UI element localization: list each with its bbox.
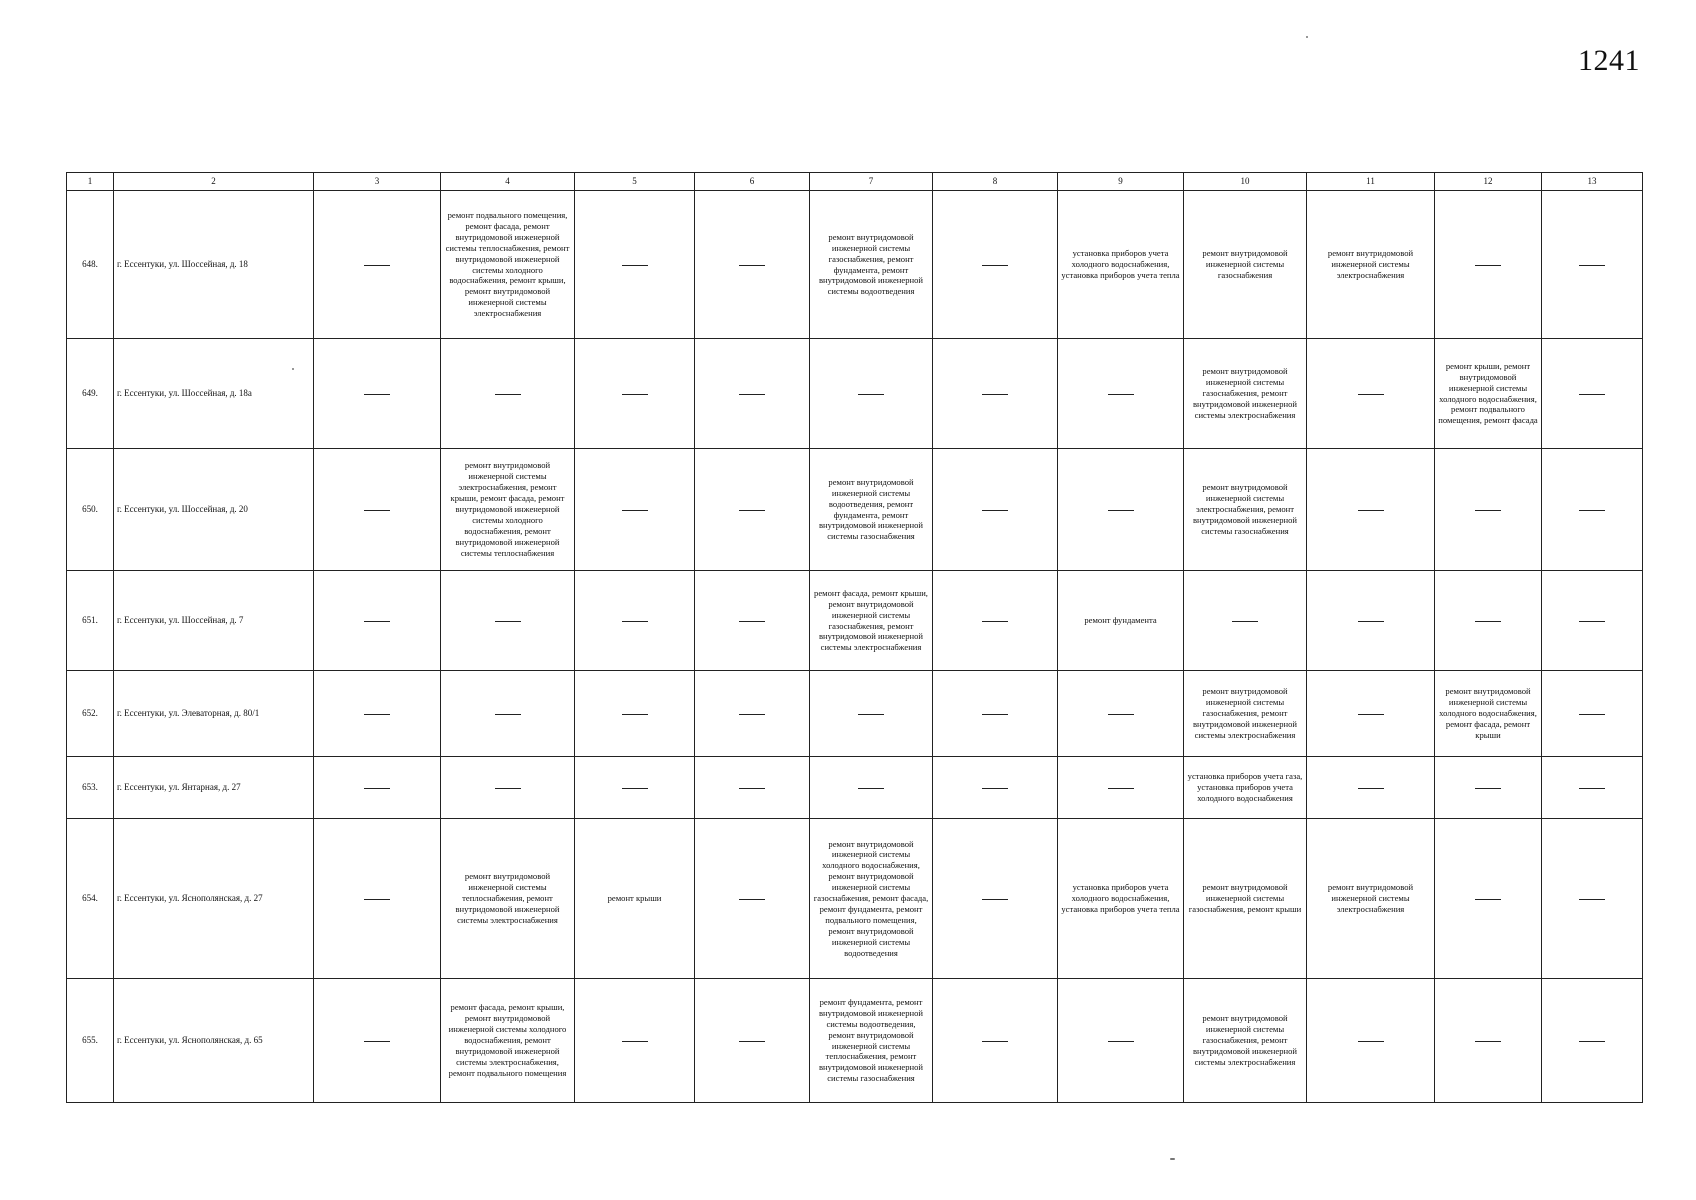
dash-mark xyxy=(1358,788,1384,789)
dash-mark xyxy=(982,714,1008,715)
empty-cell xyxy=(1435,191,1542,339)
work-cell: ремонт внутридомовой инженерной системы газоснабжения, ремонт фундамента, ремонт внутридомовой инженерной системы водоотведения xyxy=(810,191,933,339)
empty-cell xyxy=(933,339,1058,449)
dash-mark xyxy=(1579,788,1605,789)
work-cell: ремонт крыши, ремонт внутридомовой инженерной системы холодного водоснабжения, ремонт подвального помещения, ремонт фасада xyxy=(1435,339,1542,449)
dash-mark xyxy=(622,621,648,622)
address-cell: г. Ессентуки, ул. Шоссейная, д. 7 xyxy=(114,571,314,671)
address-cell: г. Ессентуки, ул. Шоссейная, д. 20 xyxy=(114,449,314,571)
dash-mark xyxy=(1475,510,1501,511)
address-cell: г. Ессентуки, ул. Шоссейная, д. 18 xyxy=(114,191,314,339)
address-cell: г. Ессентуки, ул. Яснополянская, д. 65 xyxy=(114,979,314,1103)
work-cell: ремонт внутридомовой инженерной системы холодного водоснабжения, ремонт фасада, ремонт крыши xyxy=(1435,671,1542,757)
column-header: 7 xyxy=(810,173,933,191)
empty-cell xyxy=(1307,339,1435,449)
empty-cell xyxy=(695,671,810,757)
column-header: 2 xyxy=(114,173,314,191)
dash-mark xyxy=(1358,621,1384,622)
row-number: 651. xyxy=(67,571,114,671)
column-header: 5 xyxy=(575,173,695,191)
column-header: 3 xyxy=(314,173,441,191)
empty-cell xyxy=(1542,449,1643,571)
empty-cell xyxy=(1435,757,1542,819)
work-cell: ремонт внутридомовой инженерной системы электроснабжения xyxy=(1307,819,1435,979)
table-row xyxy=(67,339,1643,449)
empty-cell xyxy=(1435,979,1542,1103)
empty-cell xyxy=(933,979,1058,1103)
empty-cell xyxy=(933,571,1058,671)
dash-mark xyxy=(1579,1041,1605,1042)
dash-mark xyxy=(982,788,1008,789)
work-cell: ремонт фундамента, ремонт внутридомовой инженерной системы водоотведения, ремонт внутридомовой инженерной системы теплоснабжения, ремонт внутридомовой инженерной системы газоснабжения xyxy=(810,979,933,1103)
empty-cell xyxy=(1542,571,1643,671)
column-header: 13 xyxy=(1542,173,1643,191)
dash-mark xyxy=(495,714,521,715)
table-row xyxy=(67,671,1643,757)
dash-mark xyxy=(364,788,390,789)
empty-cell xyxy=(441,757,575,819)
empty-cell xyxy=(695,571,810,671)
row-number: 650. xyxy=(67,449,114,571)
dash-mark xyxy=(622,1041,648,1042)
dash-mark xyxy=(982,899,1008,900)
dash-mark xyxy=(739,265,765,266)
empty-cell xyxy=(441,671,575,757)
row-number: 654. xyxy=(67,819,114,979)
scan-speck xyxy=(1306,36,1308,38)
work-cell: ремонт фундамента xyxy=(1058,571,1184,671)
repair-schedule-table xyxy=(66,172,1643,1103)
dash-mark xyxy=(982,1041,1008,1042)
empty-cell xyxy=(314,571,441,671)
dash-mark xyxy=(982,510,1008,511)
work-cell: ремонт внутридомовой инженерной системы газоснабжения xyxy=(1184,191,1307,339)
empty-cell xyxy=(933,671,1058,757)
address-cell: г. Ессентуки, ул. Шоссейная, д. 18а xyxy=(114,339,314,449)
dash-mark xyxy=(982,621,1008,622)
dash-mark xyxy=(1358,714,1384,715)
empty-cell xyxy=(1307,671,1435,757)
dash-mark xyxy=(1579,265,1605,266)
row-number: 652. xyxy=(67,671,114,757)
empty-cell xyxy=(441,571,575,671)
column-header: 6 xyxy=(695,173,810,191)
empty-cell xyxy=(695,819,810,979)
empty-cell xyxy=(314,819,441,979)
empty-cell xyxy=(314,449,441,571)
dash-mark xyxy=(1232,621,1258,622)
dash-mark xyxy=(1475,899,1501,900)
empty-cell xyxy=(441,339,575,449)
empty-cell xyxy=(1058,339,1184,449)
work-cell: ремонт внутридомовой инженерной системы газоснабжения, ремонт внутридомовой инженерной системы электроснабжения xyxy=(1184,339,1307,449)
work-cell: ремонт внутридомовой инженерной системы электроснабжения, ремонт крыши, ремонт фасада, ремонт внутридомовой инженерной системы холодного водоснабжения, ремонт внутридомовой инженерной системы теплоснабжения xyxy=(441,449,575,571)
empty-cell xyxy=(933,449,1058,571)
dash-mark xyxy=(1108,510,1134,511)
work-cell: ремонт внутридомовой инженерной системы водоотведения, ремонт фундамента, ремонт внутридомовой инженерной системы газоснабжения xyxy=(810,449,933,571)
dash-mark xyxy=(622,714,648,715)
dash-mark xyxy=(364,394,390,395)
dash-mark xyxy=(1579,899,1605,900)
dash-mark xyxy=(982,265,1008,266)
dash-mark xyxy=(495,788,521,789)
empty-cell xyxy=(1058,979,1184,1103)
empty-cell xyxy=(810,757,933,819)
empty-cell xyxy=(1184,571,1307,671)
empty-cell xyxy=(933,757,1058,819)
dash-mark xyxy=(622,265,648,266)
dash-mark xyxy=(739,1041,765,1042)
dash-mark xyxy=(858,788,884,789)
dash-mark xyxy=(739,621,765,622)
scan-speck xyxy=(1170,1158,1175,1160)
empty-cell xyxy=(314,757,441,819)
dash-mark xyxy=(982,394,1008,395)
row-number: 655. xyxy=(67,979,114,1103)
empty-cell xyxy=(1435,819,1542,979)
dash-mark xyxy=(622,788,648,789)
dash-mark xyxy=(364,1041,390,1042)
address-cell: г. Ессентуки, ул. Элеваторная, д. 80/1 xyxy=(114,671,314,757)
work-cell: ремонт внутридомовой инженерной системы электроснабжения, ремонт внутридомовой инженерной системы газоснабжения xyxy=(1184,449,1307,571)
dash-mark xyxy=(364,621,390,622)
empty-cell xyxy=(810,339,933,449)
empty-cell xyxy=(1435,449,1542,571)
empty-cell xyxy=(314,339,441,449)
row-number: 649. xyxy=(67,339,114,449)
dash-mark xyxy=(622,394,648,395)
empty-cell xyxy=(575,449,695,571)
work-cell: ремонт внутридомовой инженерной системы газоснабжения, ремонт внутридомовой инженерной системы электроснабжения xyxy=(1184,979,1307,1103)
dash-mark xyxy=(739,394,765,395)
dash-mark xyxy=(1358,1041,1384,1042)
empty-cell xyxy=(695,757,810,819)
column-header: 9 xyxy=(1058,173,1184,191)
table-row xyxy=(67,757,1643,819)
dash-mark xyxy=(622,510,648,511)
empty-cell xyxy=(1058,671,1184,757)
work-cell: установка приборов учета холодного водоснабжения, установка приборов учета тепла xyxy=(1058,191,1184,339)
dash-mark xyxy=(1579,394,1605,395)
dash-mark xyxy=(1579,621,1605,622)
scan-speck xyxy=(292,368,294,370)
empty-cell xyxy=(1307,449,1435,571)
empty-cell xyxy=(695,979,810,1103)
dash-mark xyxy=(1358,394,1384,395)
column-header: 4 xyxy=(441,173,575,191)
empty-cell xyxy=(1542,191,1643,339)
empty-cell xyxy=(575,571,695,671)
empty-cell xyxy=(1542,819,1643,979)
empty-cell xyxy=(1307,757,1435,819)
work-cell: ремонт фасада, ремонт крыши, ремонт внутридомовой инженерной системы холодного водоснабжения, ремонт внутридомовой инженерной системы электроснабжения, ремонт подвального помещения xyxy=(441,979,575,1103)
work-cell: установка приборов учета газа, установка приборов учета холодного водоснабжения xyxy=(1184,757,1307,819)
column-header: 11 xyxy=(1307,173,1435,191)
work-cell: установка приборов учета холодного водоснабжения, установка приборов учета тепла xyxy=(1058,819,1184,979)
empty-cell xyxy=(695,339,810,449)
empty-cell xyxy=(575,191,695,339)
table-row xyxy=(67,191,1643,339)
empty-cell xyxy=(314,191,441,339)
dash-mark xyxy=(858,394,884,395)
row-number: 648. xyxy=(67,191,114,339)
empty-cell xyxy=(695,449,810,571)
empty-cell xyxy=(575,757,695,819)
work-cell: ремонт внутридомовой инженерной системы газоснабжения, ремонт крыши xyxy=(1184,819,1307,979)
dash-mark xyxy=(364,510,390,511)
empty-cell xyxy=(1542,339,1643,449)
dash-mark xyxy=(1475,788,1501,789)
dash-mark xyxy=(739,899,765,900)
row-number: 653. xyxy=(67,757,114,819)
empty-cell xyxy=(1058,449,1184,571)
dash-mark xyxy=(1579,510,1605,511)
work-cell: ремонт подвального помещения, ремонт фасада, ремонт внутридомовой инженерной системы теплоснабжения, ремонт внутридомовой инженерной системы холодного водоснабжения, ремонт крыши, ремонт внутридомовой инженерной системы электроснабжения xyxy=(441,191,575,339)
empty-cell xyxy=(1307,571,1435,671)
dash-mark xyxy=(495,394,521,395)
dash-mark xyxy=(739,788,765,789)
column-header: 1 xyxy=(67,173,114,191)
work-cell: ремонт фасада, ремонт крыши, ремонт внутридомовой инженерной системы газоснабжения, ремонт внутридомовой инженерной системы электроснабжения xyxy=(810,571,933,671)
empty-cell xyxy=(575,671,695,757)
empty-cell xyxy=(695,191,810,339)
dash-mark xyxy=(1475,1041,1501,1042)
dash-mark xyxy=(1358,510,1384,511)
dash-mark xyxy=(858,714,884,715)
empty-cell xyxy=(1435,571,1542,671)
dash-mark xyxy=(739,510,765,511)
dash-mark xyxy=(364,265,390,266)
empty-cell xyxy=(314,979,441,1103)
page-number: 1241 xyxy=(1578,44,1640,77)
empty-cell xyxy=(575,339,695,449)
empty-cell xyxy=(810,671,933,757)
dash-mark xyxy=(364,899,390,900)
column-header: 10 xyxy=(1184,173,1307,191)
empty-cell xyxy=(1307,979,1435,1103)
column-number-row xyxy=(67,173,1643,191)
work-cell: ремонт внутридомовой инженерной системы газоснабжения, ремонт внутридомовой инженерной системы электроснабжения xyxy=(1184,671,1307,757)
dash-mark xyxy=(739,714,765,715)
dash-mark xyxy=(1108,714,1134,715)
work-cell: ремонт внутридомовой инженерной системы электроснабжения xyxy=(1307,191,1435,339)
empty-cell xyxy=(933,819,1058,979)
work-cell: ремонт крыши xyxy=(575,819,695,979)
column-header: 12 xyxy=(1435,173,1542,191)
work-cell: ремонт внутридомовой инженерной системы теплоснабжения, ремонт внутридомовой инженерной системы электроснабжения xyxy=(441,819,575,979)
empty-cell xyxy=(933,191,1058,339)
dash-mark xyxy=(1475,621,1501,622)
column-header: 8 xyxy=(933,173,1058,191)
empty-cell xyxy=(314,671,441,757)
work-cell: ремонт внутридомовой инженерной системы холодного водоснабжения, ремонт внутридомовой инженерной системы газоснабжения, ремонт фасада, ремонт фундамента, ремонт подвального помещения, ремонт внутридомовой инженерной системы водоотведения xyxy=(810,819,933,979)
empty-cell xyxy=(1542,671,1643,757)
dash-mark xyxy=(1579,714,1605,715)
address-cell: г. Ессентуки, ул. Янтарная, д. 27 xyxy=(114,757,314,819)
dash-mark xyxy=(1108,1041,1134,1042)
address-cell: г. Ессентуки, ул. Яснополянская, д. 27 xyxy=(114,819,314,979)
dash-mark xyxy=(1475,265,1501,266)
table-row xyxy=(67,979,1643,1103)
dash-mark xyxy=(495,621,521,622)
table-row xyxy=(67,449,1643,571)
empty-cell xyxy=(1058,757,1184,819)
dash-mark xyxy=(364,714,390,715)
table-row xyxy=(67,819,1643,979)
dash-mark xyxy=(1108,788,1134,789)
empty-cell xyxy=(1542,757,1643,819)
empty-cell xyxy=(575,979,695,1103)
table-row xyxy=(67,571,1643,671)
empty-cell xyxy=(1542,979,1643,1103)
dash-mark xyxy=(1108,394,1134,395)
